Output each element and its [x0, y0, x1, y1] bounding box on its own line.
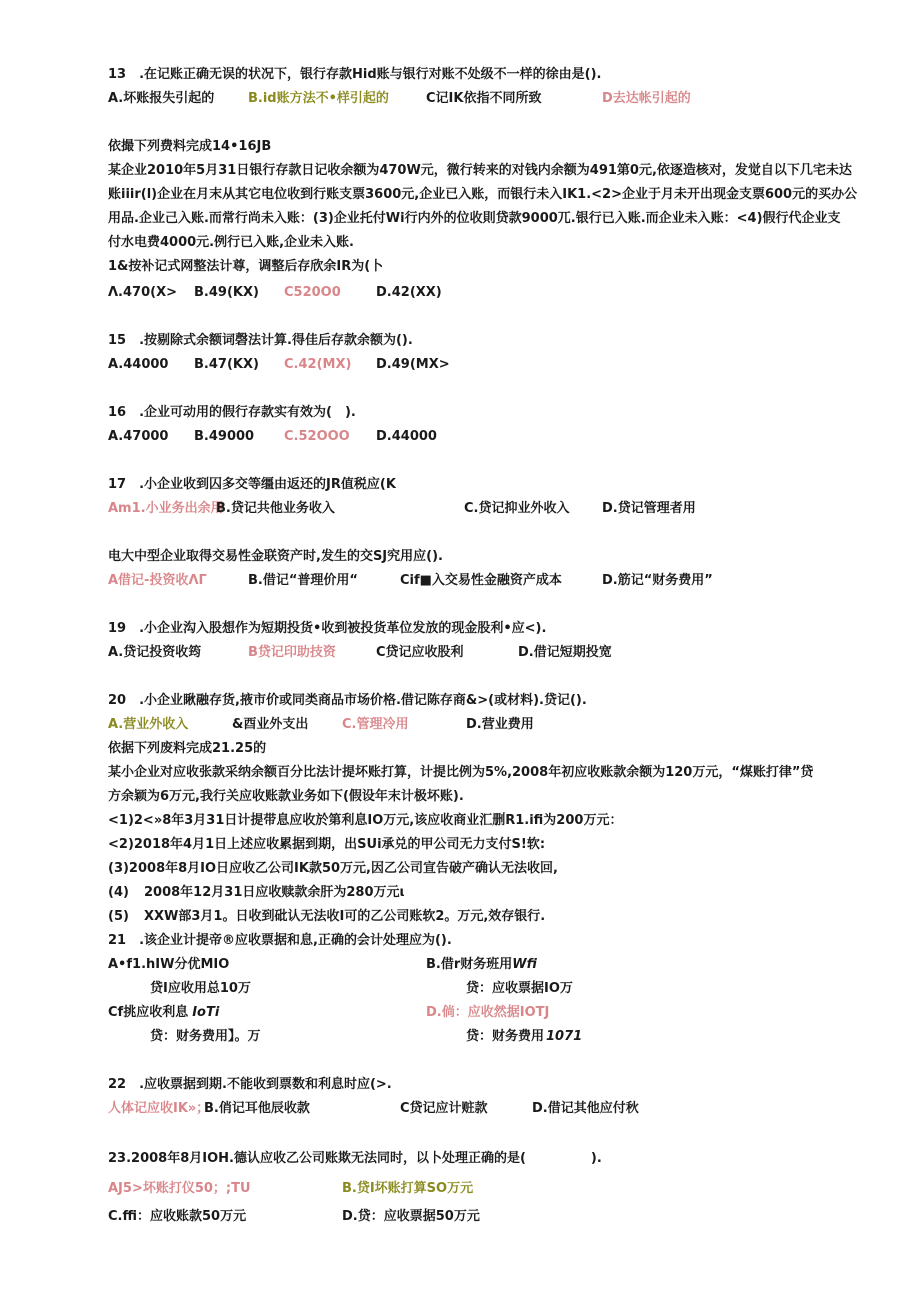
q17-option-a: Am1.小业务出余用 [108, 501, 224, 516]
q13-stem: 13 .在记账正确无误的状况下，银行存款Hid账与银行对账不处级不一样的徐由是(). [108, 67, 602, 82]
q22-option-a: 人体记应收IK»； [108, 1101, 210, 1116]
q16-option-d: D.44000 [376, 429, 437, 444]
q23-option-a: AJ5>坏账打仪50；;TU [108, 1181, 251, 1196]
q21-option-b-line-1 [426, 956, 537, 974]
q21-option-c-text: Cf挑应收利息 [108, 1005, 189, 1020]
q15-option-c: C.42(MX) [284, 357, 352, 372]
q13-option-d: D去达帐引起的 [602, 91, 691, 106]
intro21-line-2: 方余颖为6万元,我行关应收账款业务如下(假设年末计极坏账). [108, 789, 464, 804]
q21-option-c-line-2: 贷：财务费用】。万 [150, 1029, 261, 1044]
q15-option-a: A.44000 [108, 357, 169, 372]
q20-option-c: C.管理冷用 [342, 717, 409, 732]
q23-option-b: B.贷I坏账打算SO万元 [342, 1181, 474, 1196]
q22-option-b: B.俏记耳他辰收款 [204, 1101, 310, 1116]
intro21-item-5: XXW部3月1。日收到砒认无法收I可的乙公司账软2。万元,效存银行. [144, 909, 546, 924]
q23-option-d: D.贷：应收票据50万元 [342, 1209, 480, 1224]
q15-stem: 15 .按剔除式余额词磬法计算.得佳后存款余额为(). [108, 333, 413, 348]
q14-option-d: D.42(XX) [376, 285, 442, 300]
intro14-line-2: 账iiir(l)企业在月末从其它电位收到行账支票3600元,企业已入账，而银行未入IK1.<2>企业于月未开出现金支票600元的买办公 [108, 187, 858, 202]
intro21-item-2: <2)2018年4月1日上述应收累据到期，出SUi承兑的甲公司无力支付S!软: [108, 837, 546, 852]
q17-option-b: B.贷记共他业务收入 [216, 501, 335, 516]
q22-option-c: C贷记应计赃款 [400, 1101, 488, 1116]
section-title-14: 依撮下列费料完成14•16JB [108, 139, 272, 154]
q16-option-a: A.47000 [108, 429, 169, 444]
q14-stem: 1&按补记式网整法计尊，调整后存欣余IR为(卜 [108, 259, 384, 274]
q13-option-c: C记IK依指不同所致 [426, 91, 542, 106]
intro21-item-4: 2008年12月31日应收赎款余肝为280万元ι [144, 885, 405, 900]
intro21-item-1: <1)2<»8年3月31日计提带息应收於第利息IO万元,该应收商业汇删R1.ifi为200万元： [108, 813, 623, 828]
q18-option-c: Cif■入交易性金融资产成本 [400, 573, 562, 588]
q16-option-c: C.52OOO [284, 429, 350, 444]
q17-option-d: D.贷记管理者用 [602, 501, 696, 516]
intro14-line-4: 付水电费4000元.例行已入账,企业未入账. [108, 235, 354, 250]
q20-stem: 20 .小企业瞅融存货,掖市价或同类商品市场价格.借记陈存商&>(或材料).贷记(). [108, 693, 587, 708]
q19-option-b: B贷记印助技资 [248, 645, 336, 660]
q14-option-a: Λ.470(X> [108, 285, 177, 300]
q14-option-c: C520O0 [284, 285, 341, 300]
q16-option-b: B.49000 [194, 429, 255, 444]
q21-option-c-amount: IoTi [192, 1005, 220, 1020]
q21-option-b-line-2: 贷：应收票据IO万 [466, 981, 573, 996]
q21-option-a-line-2: 贷I应收用总10万 [150, 981, 251, 996]
q22-option-d: D.借记其他应付秋 [532, 1101, 639, 1116]
intro21-line-1: 某小企业对应收张款采纳余额百分比法计提坏账打算，计提比例为5%,2008年初应收账款余额为120万元，“煤账打律”贷 [108, 765, 814, 780]
q14-option-b: B.49(KX) [194, 285, 259, 300]
q13-option-a: A.坏账报失引起的 [108, 91, 215, 106]
q21-option-d-line-1: D.倘：应收然据IOTJ [426, 1005, 550, 1020]
section-title-21: 依据下列废料完成21.25的 [108, 741, 267, 756]
q21-option-d-line-2 [466, 1028, 582, 1046]
q18-option-b: B.借记“普理价用“ [248, 573, 358, 588]
q21-option-b-text: B.借r财务班用 [426, 957, 513, 972]
q20-option-d: D.营业费用 [466, 717, 534, 732]
intro21-item-4-num: (4) [108, 885, 129, 900]
q21-option-b-amount: Wfi [512, 957, 537, 972]
q20-option-b: &酉业外支出 [232, 717, 309, 732]
q16-stem: 16 .企业可动用的假行存款实有效为( ). [108, 405, 356, 420]
intro21-item-5-num: (5) [108, 909, 129, 924]
q19-option-d: D.借记短期投宽 [518, 645, 612, 660]
q21-option-d-amount: 1071 [546, 1029, 583, 1044]
q18-stem: 电大中型企业取得交易性金联资产时,发生的交SJ究用应(). [108, 549, 443, 564]
q17-option-c: C.贷记抑业外收入 [464, 501, 570, 516]
q15-option-d: D.49(MX> [376, 357, 450, 372]
intro14-line-3: 用品.企业己入账.而常行尚未入账：(3)企业托付Wi行内外的位收則贷款9000兀.银行已入账.而企业未入账：<4)假行代企业支 [108, 211, 841, 226]
q23-stem: 23.2008年8月IOH.德认应收乙公司账欺无法同时，以卜处理正确的是( ). [108, 1151, 602, 1166]
q19-stem: 19 .小企业沟入股想作为短期投货•收到被投货革位发放的现金股利•应<). [108, 621, 547, 636]
intro14-line-1: 某企业2010年5月31日银行存款日记收余额为470W元，微行转来的对钱内余额为491第0元,依逐造核对，发觉自以下几宅未达 [108, 163, 852, 178]
q18-option-d: D.筋记“财务费用” [602, 573, 713, 588]
intro21-item-3: (3)2008年8月IO日应收乙公司IK款50万元,因乙公司宣告破产确认无法收回, [108, 861, 558, 876]
q13-option-b: B.id账方法不•样引起的 [248, 91, 389, 106]
q22-stem: 22 .应收票据到期.不能收到票数和利息时应(>. [108, 1077, 392, 1092]
q21-option-c-line-1 [108, 1004, 219, 1022]
q18-option-a: A借记-投资收ΛΓ [108, 573, 207, 588]
q19-option-a: A.贷记投资收筠 [108, 645, 202, 660]
q21-stem: 21 .该企业计提帝®应收票据和息,正确的会计处理应为(). [108, 933, 452, 948]
q23-option-c: C.ffi：应收账款50万元 [108, 1209, 247, 1224]
q15-option-b: B.47(KX) [194, 357, 259, 372]
q21-option-a-line-1: A•f1.hIW分优MIO [108, 957, 230, 972]
q21-option-d-text: 贷：财务费用 [466, 1029, 545, 1044]
q20-option-a: A.营业外收入 [108, 717, 189, 732]
q19-option-c: C贷记应收股利 [376, 645, 464, 660]
q17-stem: 17 .小企业收到囚多交等缰由返还的JR值税应(K [108, 477, 396, 492]
